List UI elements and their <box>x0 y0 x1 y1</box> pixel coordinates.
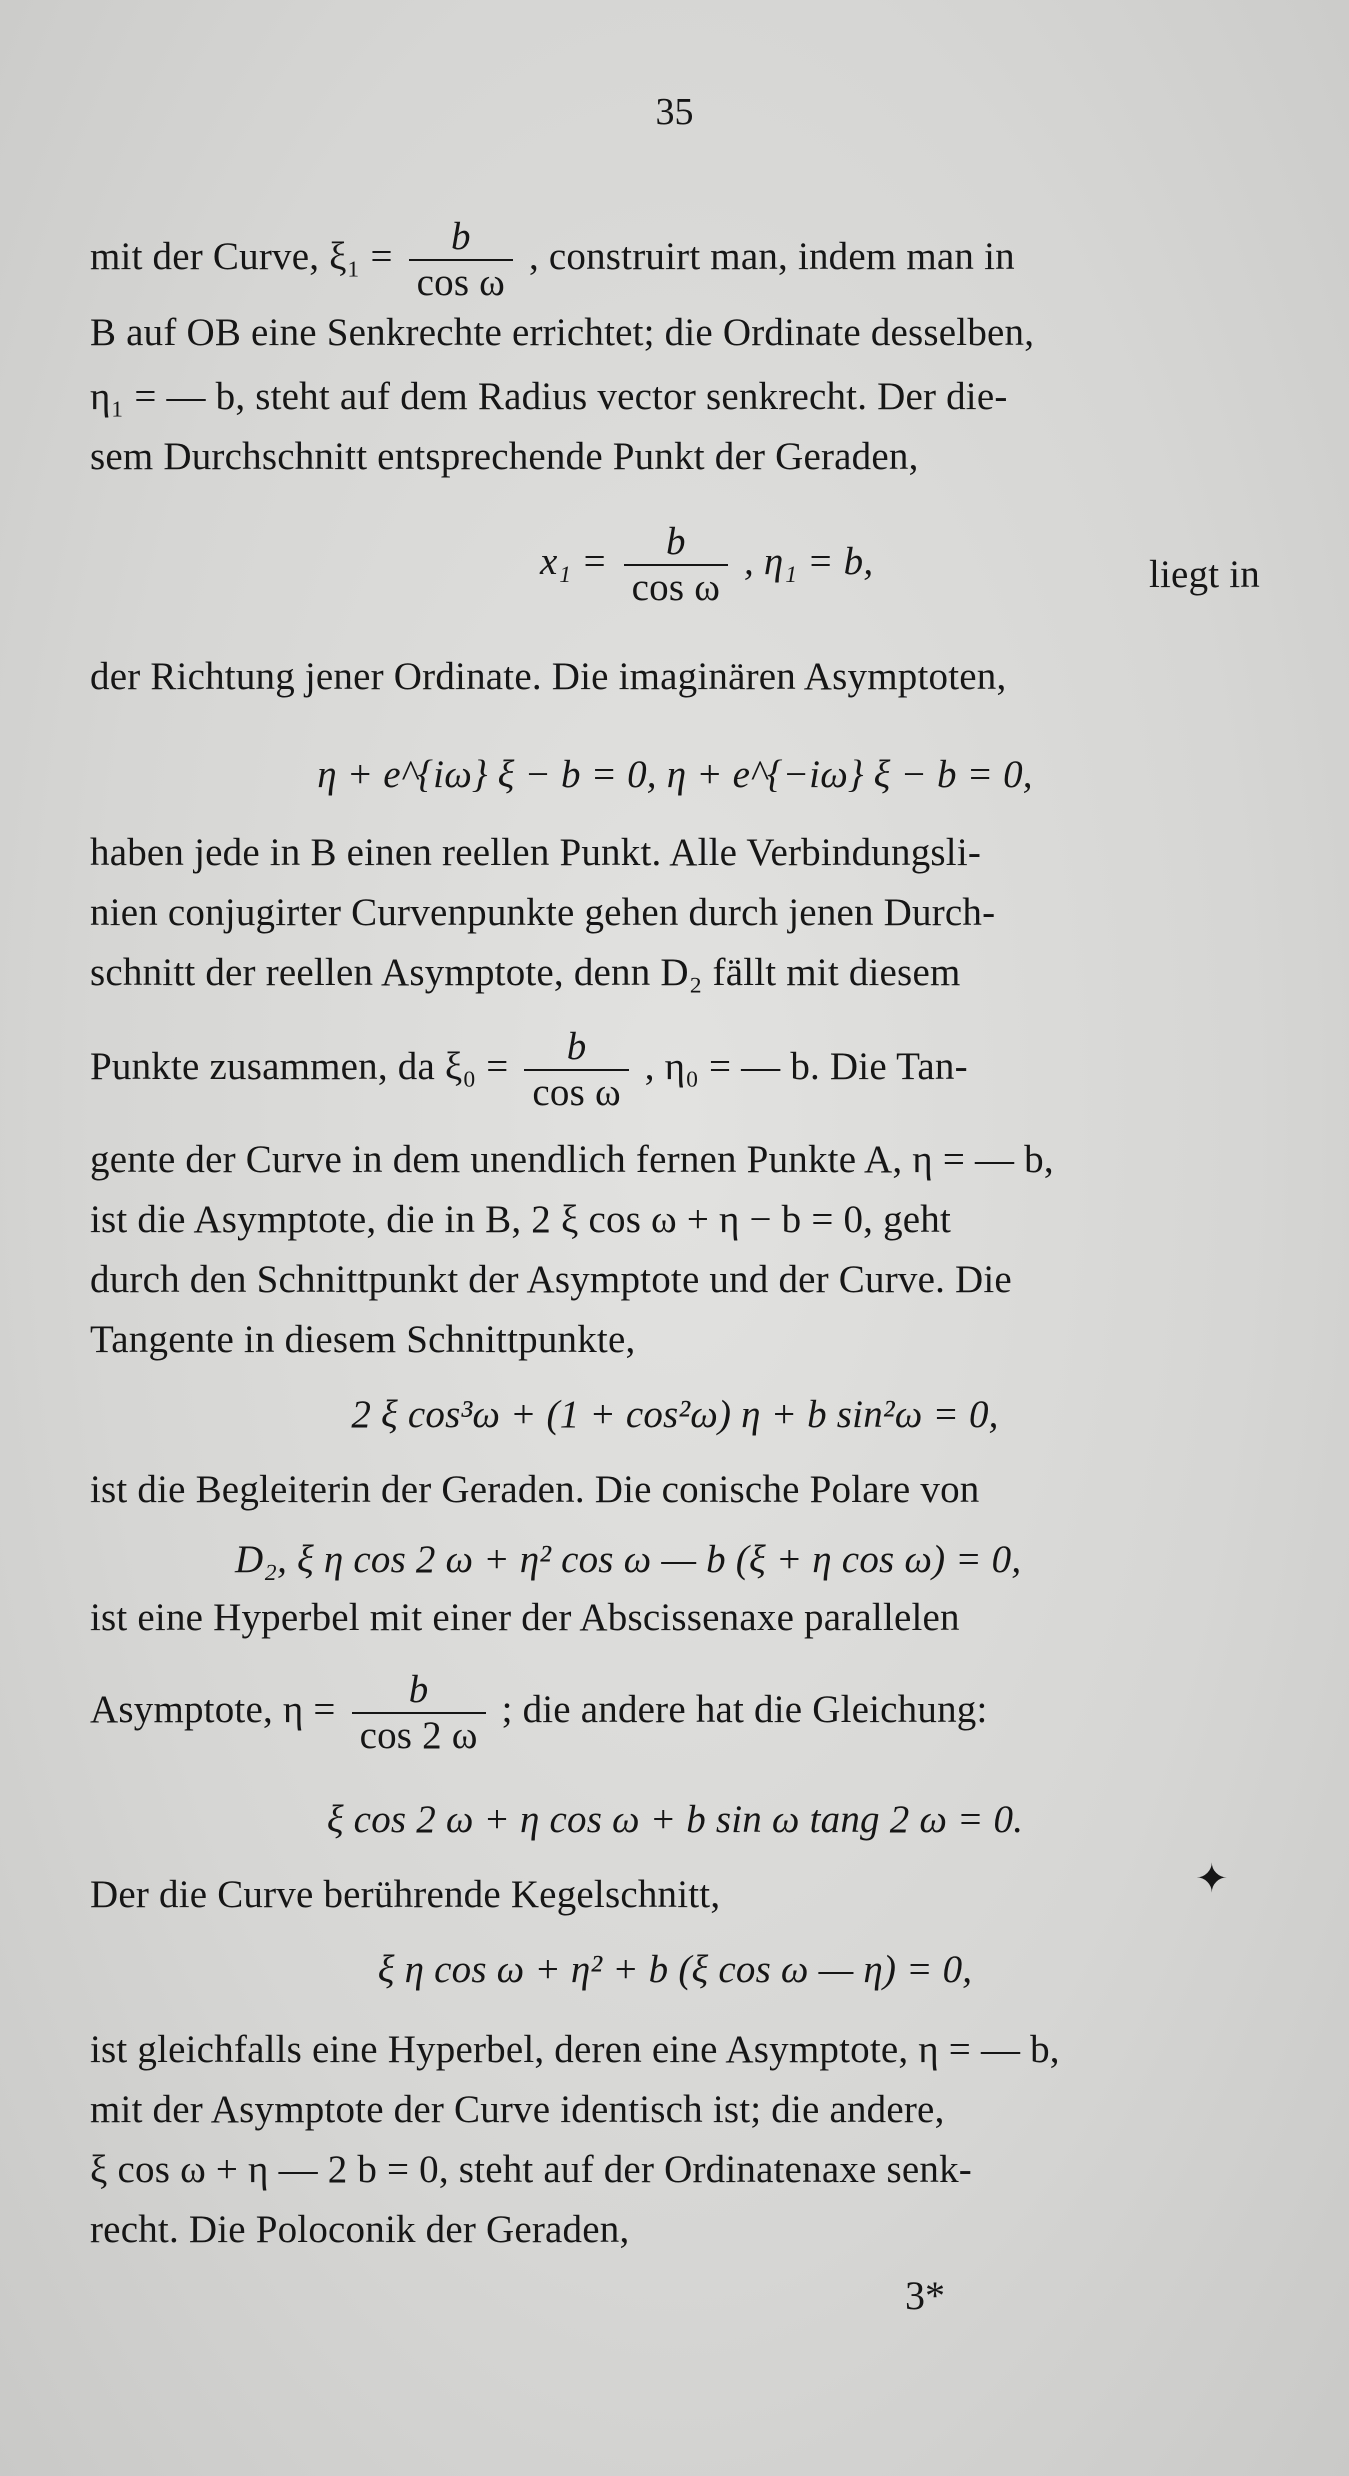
fraction-numerator: b <box>408 1668 429 1711</box>
text-line-5: der Richtung jener Ordinate. Die imaginären Asymptoten, <box>90 655 1007 698</box>
text-line-2: B auf OB eine Senkrechte errichtet; die Ordinate desselben, <box>90 311 1035 354</box>
text-line-12: durch den Schnittpunkt der Asymptote und der Curve. Die <box>90 1258 1012 1301</box>
line-1-rest: , construirt man, indem man in <box>528 234 1015 278</box>
text-line-15: ist eine Hyperbel mit einer der Abscissenaxe parallelen <box>90 1596 960 1639</box>
text-line-8: schnitt der reellen Asymptote, denn D₂ fällt mit diesem <box>90 951 961 994</box>
equation-3: 2 ξ cos³ω + (1 + cos²ω) η + b sin²ω = 0, <box>351 1393 999 1436</box>
line-16-start: Asymptote, η = <box>90 1687 336 1731</box>
text-line-13: Tangente in diesem Schnittpunkte, <box>90 1318 636 1361</box>
text-line-16 <box>90 1668 1260 1758</box>
equation-5: ξ cos 2 ω + η cos ω + b sin ω tang 2 ω = 0. <box>326 1798 1024 1841</box>
equation-1-fraction <box>624 520 728 610</box>
equation-1-lhs: x₁ = <box>539 539 608 583</box>
fraction-numerator: b <box>450 215 471 258</box>
fraction-denominator: cos 2 ω <box>352 1712 486 1758</box>
text-line-10: gente der Curve in dem unendlich fernen Punkte A, η = — b, <box>90 1138 1054 1181</box>
fraction-b-over-cos-2-omega <box>352 1668 486 1758</box>
text-line-18: ist gleichfalls eine Hyperbel, deren eine Asymptote, η = — b, <box>90 2028 1060 2071</box>
text-line-19: mit der Asymptote der Curve identisch ist; die andere, <box>90 2088 945 2131</box>
signature-mark: 3* <box>905 2273 945 2318</box>
text-line-1 <box>90 215 1260 305</box>
ink-mark: ✦ <box>1195 1856 1229 1901</box>
line-16-rest: ; die andere hat die Gleichung: <box>501 1687 988 1731</box>
fraction-denominator: cos ω <box>524 1069 628 1115</box>
fraction-numerator: b <box>666 520 686 563</box>
line-9-rest: , η₀ = — b. Die Tan- <box>644 1044 968 1088</box>
text-line-14: ist die Begleiterin der Geraden. Die conische Polare von <box>90 1468 980 1511</box>
text-line-21: recht. Die Poloconik der Geraden, <box>90 2208 630 2251</box>
equation-6: ξ η cos ω + η² + b (ξ cos ω — η) = 0, <box>377 1948 973 1991</box>
fraction-b-over-cos-omega <box>409 215 513 305</box>
text-line-6: haben jede in B einen reellen Punkt. Alle Verbindungsli- <box>90 831 982 874</box>
fraction-denominator: cos ω <box>409 259 513 305</box>
line-1-start: mit der Curve, ξ₁ = <box>90 234 393 278</box>
line-9-start: Punkte zusammen, da ξ₀ = <box>90 1044 509 1088</box>
fraction-numerator: b <box>566 1025 587 1068</box>
fraction-xi0 <box>524 1025 628 1115</box>
text-line-9 <box>90 1025 1260 1115</box>
equation-2: η + e^{iω} ξ − b = 0, η + e^{−iω} ξ − b = 0, <box>317 753 1033 796</box>
text-line-7: nien conjugirter Curvenpunkte gehen durch jenen Durch- <box>90 891 996 934</box>
equation-4: D₂, ξ η cos 2 ω + η² cos ω — b (ξ + η cos ω) = 0, <box>235 1538 1022 1581</box>
text-line-20: ξ cos ω + η — 2 b = 0, steht auf der Ordinatenaxe senk- <box>90 2148 972 2191</box>
text-line-4: sem Durchschnitt entsprechende Punkt der Geraden, <box>90 435 919 478</box>
equation-1-trailing-text: liegt in <box>1148 553 1260 596</box>
equation-1-rest: , η₁ = b, <box>744 539 874 583</box>
text-line-3: η₁ = — b, steht auf dem Radius vector senkrecht. Der die- <box>90 375 1008 418</box>
text-line-17: Der die Curve berührende Kegelschnitt, <box>90 1873 721 1916</box>
equation-1 <box>90 520 1260 610</box>
text-line-11: ist die Asymptote, die in B, 2 ξ cos ω + η − b = 0, geht <box>90 1198 952 1241</box>
page-number: 35 <box>655 91 694 133</box>
fraction-denominator: cos ω <box>624 564 728 610</box>
